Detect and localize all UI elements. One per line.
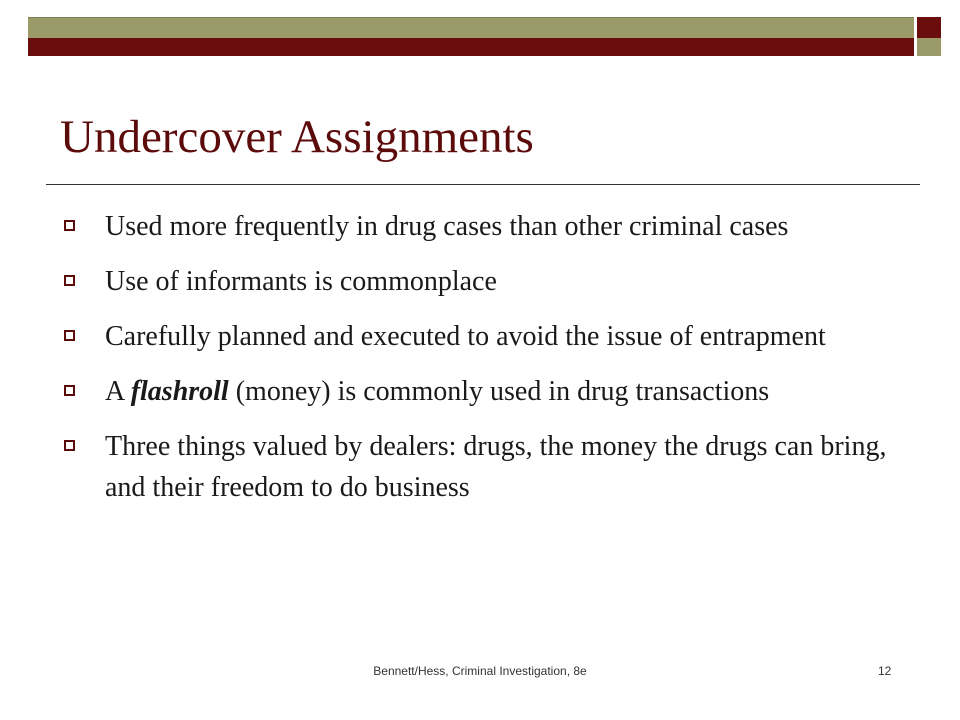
header-corner-maroon [917, 17, 941, 38]
square-bullet-icon [64, 330, 75, 341]
header-bar-olive [28, 17, 914, 39]
bullet-item [64, 316, 924, 357]
bullet-item [64, 261, 924, 302]
square-bullet-icon [64, 220, 75, 231]
page-number: 12 [878, 664, 892, 678]
title-underline [46, 184, 920, 185]
bullet-list [64, 206, 924, 522]
bullet-text: Use of informants is commonplace [105, 266, 497, 297]
bullet-text: Carefully planned and executed to avoid the issue of entrapment [105, 321, 826, 352]
header-corner-olive [917, 38, 941, 56]
bullet-item [64, 206, 924, 247]
bullet-item [64, 371, 924, 412]
square-bullet-icon [64, 440, 75, 451]
bullet-text: A [105, 376, 131, 407]
bullet-item [64, 426, 924, 508]
slide-title: Undercover Assignments [60, 111, 534, 163]
bullet-text: Three things valued by dealers: drugs, the money the drugs can bring, and their freedom to do business [105, 431, 887, 503]
bullet-text: (money) is commonly used in drug transactions [228, 376, 770, 407]
emphasized-term: flashroll [130, 376, 229, 407]
square-bullet-icon [64, 385, 75, 396]
square-bullet-icon [64, 275, 75, 286]
bullet-text: Used more frequently in drug cases than other criminal cases [105, 211, 789, 242]
footer-text: Bennett/Hess, Criminal Investigation, 8e [373, 664, 587, 678]
header-bar-maroon [28, 38, 914, 56]
